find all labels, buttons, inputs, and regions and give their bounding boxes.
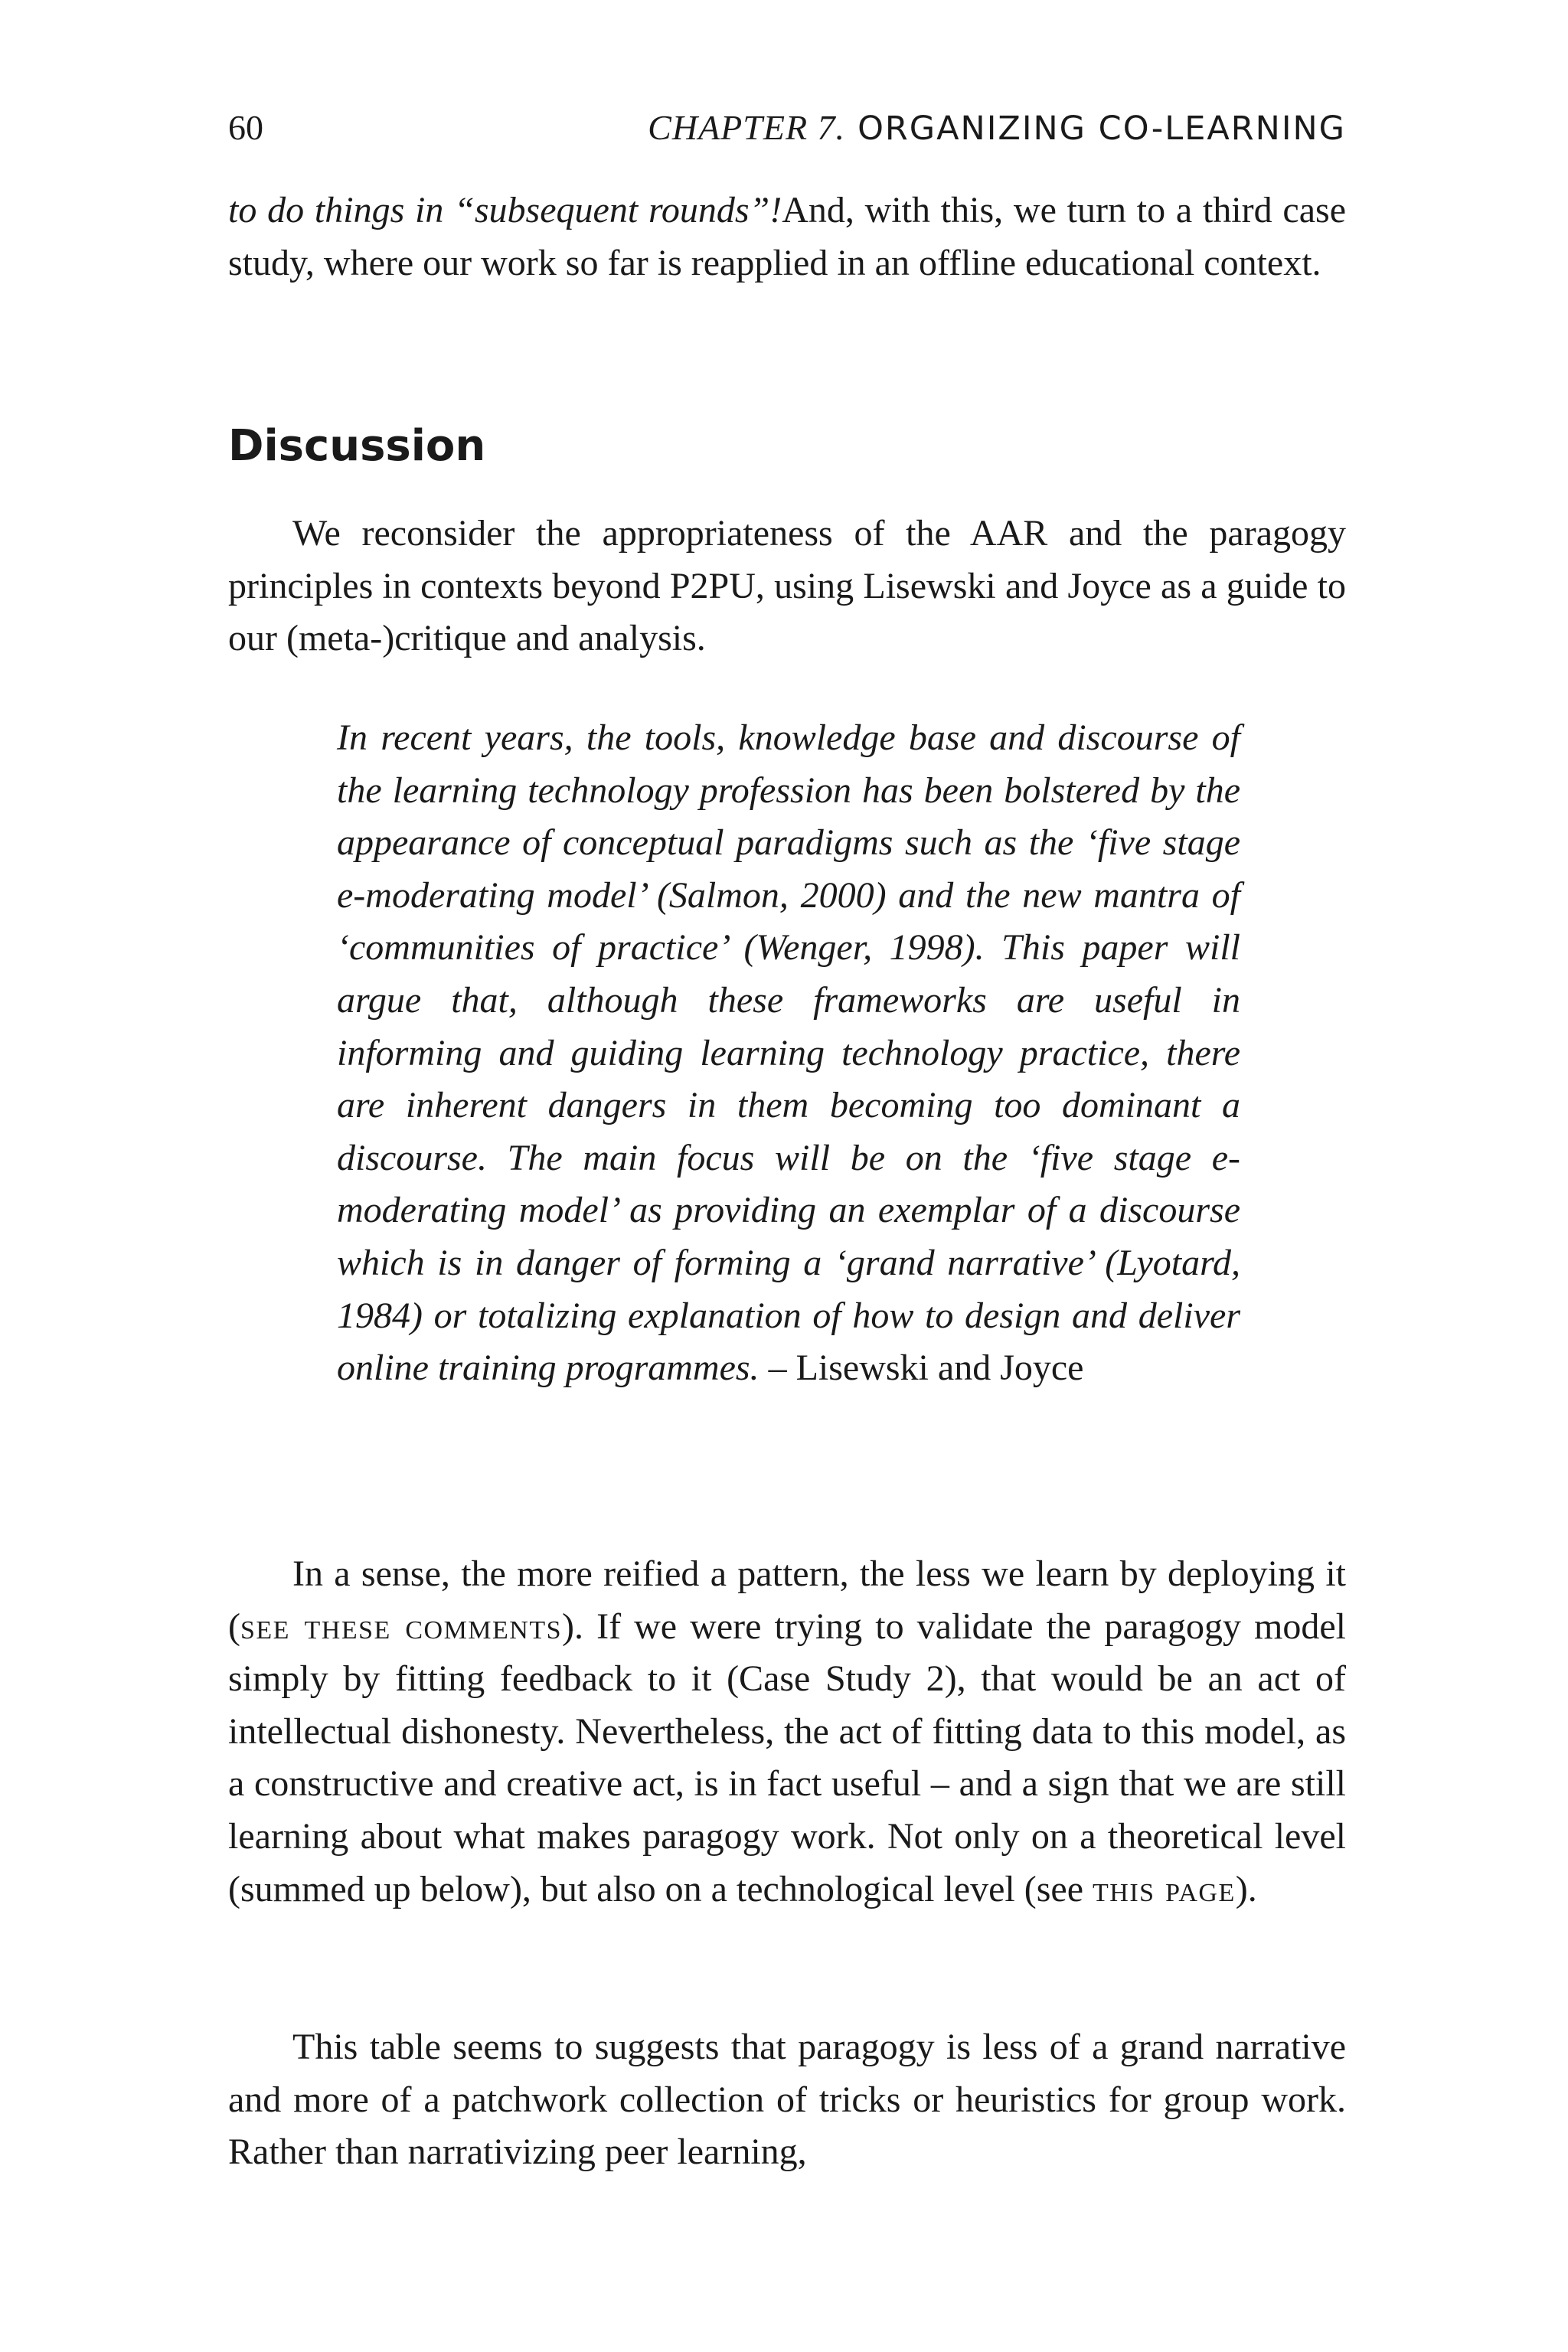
quote-text: In recent years, the tools, knowledge base and discourse of the learning technology profession has been bolstered by the appearance of conceptual paradigms such as the ‘five stage e-moderating model’ (Salmon, 2000) and the new mantra of ‘communities of practice’ (Wenger, 1998). This paper will argue that, although these frameworks are useful in informing and guiding learning technology practice, there are inherent dangers in them becoming too dominant a discourse. The main focus will be on the ‘five stage e-moderating model’ as providing an exemplar of a discourse which is in danger of forming a ‘grand narrative’ (Lyotard, 1984) or totalizing explanation of how to design and deliver online training programmes.: [337, 717, 1240, 1389]
discussion-paragraph: We reconsider the appropriateness of the AAR and the paragogy principles in contexts beyond P2PU, using Lisewski and Joyce as a guide to our (meta-)critique and analysis.: [228, 513, 1346, 659]
page-number: 60: [228, 108, 263, 147]
see-these-comments-link[interactable]: see these comments: [240, 1606, 563, 1647]
intro-paragraph: [228, 185, 1346, 289]
running-header: [228, 101, 1346, 155]
table-paragraph: This table seems to suggests that paragogy is less of a grand narrative and more of a patchwork collection of tricks or heuristics for group work. Rather than narrativizing peer learning,: [228, 2027, 1346, 2173]
reified-paragraph: [228, 1548, 1346, 1916]
quote-attribution: – Lisewski and Joyce: [768, 1348, 1084, 1389]
chapter-title: [648, 101, 1346, 155]
reified-text-1: In a sense, the more reified a pattern, the less we learn by deploying it (: [228, 1553, 1346, 1647]
reified-text-2: ). If we were trying to validate the paragogy model simply by fitting feedback to it (Case Study 2), that would be an act of intellectual dishonesty. Nevertheless, the act of fitting data to this model, as a constructive and creative act, is in fact useful – and a sign that we are still learning about what makes paragogy work. Not only on a theoretical level (summed up below), but also on a technological level (see: [228, 1606, 1346, 1909]
intro-text: And, with this, we turn to a third case study, where our work so far is reapplied in an offline educational context.: [228, 190, 1347, 283]
chapter-label: CHAPTER 7.: [648, 108, 846, 147]
reified-text-3: ).: [1235, 1868, 1257, 1909]
chapter-name: ORGANIZING CO-LEARNING: [858, 109, 1346, 148]
intro-italic: to do things in “subsequent rounds”!: [228, 190, 782, 230]
block-quote: [337, 712, 1240, 1395]
section-heading: Discussion: [228, 421, 486, 471]
this-page-link[interactable]: this page: [1093, 1868, 1236, 1909]
